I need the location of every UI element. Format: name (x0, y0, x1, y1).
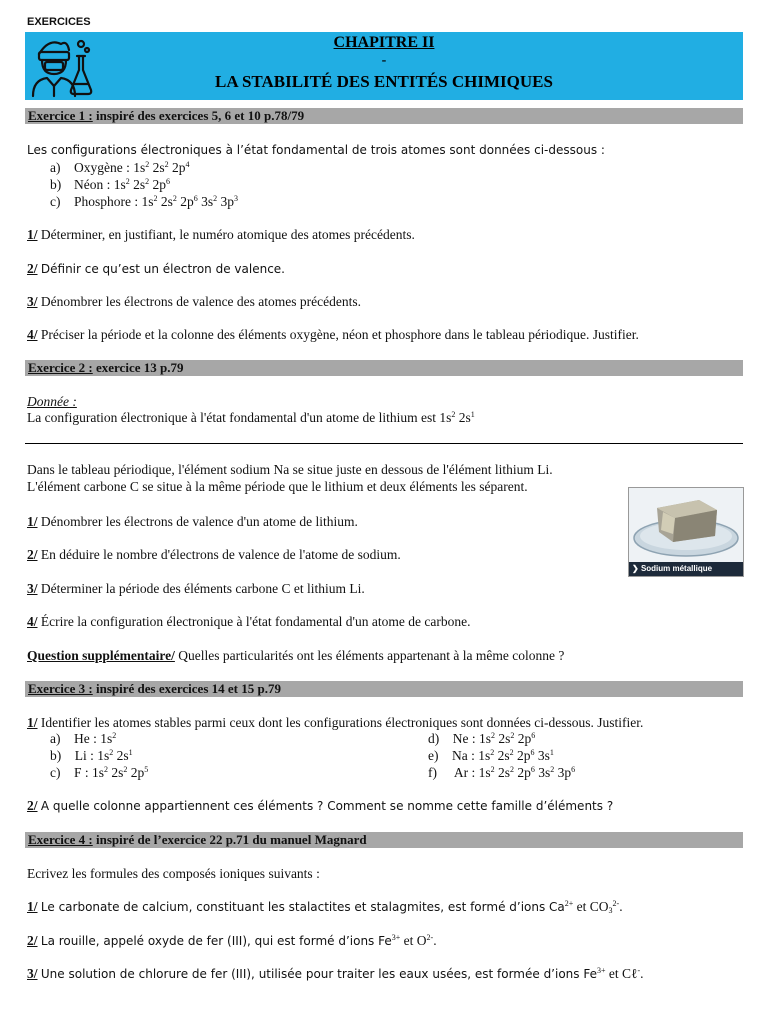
sodium-photo (628, 487, 744, 577)
ex2-question-2: 2/ En déduire le nombre d'électrons de valence de l'atome de sodium. (27, 547, 401, 562)
exercise-1-intro: Les configurations électroniques à l’état fondamental de trois atomes sont données ci-dessous : (27, 143, 605, 157)
ex2-intro-1: Dans le tableau périodique, l'élément sodium Na se situe juste en dessous de l'élément lithium Li. (27, 462, 553, 477)
config-oxygen: Oxygène : $1s^2$ $2s^2$ $2p^4$ (74, 160, 190, 175)
ex4-question-2: 2/ La rouille, appelé oxyde de fer (III), qui est formé d’ions $Fe^{3+}$ et $O^{2-}$. (27, 933, 437, 948)
exercise-1-header (25, 108, 743, 124)
exercise-3-header (25, 681, 743, 697)
config-na: e) Na : $1s^2$ $2s^2$ $2p^6$ $3s^1$ (428, 748, 554, 763)
exercise-4-label: Exercice 4 : (28, 832, 93, 847)
ex4-intro: Ecrivez les formules des composés ioniques suivants : (27, 866, 320, 881)
exercise-4-header (25, 832, 743, 848)
chapter-dash: - (381, 53, 387, 68)
divider (25, 443, 743, 444)
item-label: a) (50, 160, 61, 175)
exercise-2-source: exercice 13 p.79 (95, 360, 184, 375)
ex2-question-3: 3/ Déterminer la période des éléments carbone C et lithium Li. (27, 581, 365, 596)
ex1-question-2: 2/ Définir ce qu’est un électron de valence. (27, 261, 285, 276)
exercise-1-source: inspiré des exercices 5, 6 et 10 p.78/79 (95, 108, 305, 123)
ex1-question-4: 4/ Préciser la période et la colonne des éléments oxygène, néon et phosphore dans le tableau périodique. Justifier. (27, 327, 639, 342)
exercise-3-label: Exercice 3 : (28, 681, 93, 696)
ex4-question-1: 1/ Le carbonate de calcium, constituant les stalactites et stalagmites, est formé d’ions $Ca^{2+}$ et $CO_3^{2-}$. (27, 899, 623, 915)
exercise-3-source: inspiré des exercices 14 et 15 p.79 (95, 681, 281, 696)
header-tag: EXERCICES (27, 16, 91, 28)
ex2-question-4: 4/ Écrire la configuration électronique à l'état fondamental d'un atome de carbone. (27, 614, 471, 629)
exercise-2-header (25, 360, 743, 376)
chapter-banner (25, 32, 743, 100)
config-phosphorus: Phosphore : $1s^2$ $2s^2$ $2p^6$ $3s^2$ $3p^3$ (74, 194, 239, 209)
ex4-question-3: 3/ Une solution de chlorure de fer (III), utilisée pour traiter les eaux usées, est formée d’ions $Fe^{3+}$ et Cℓ-. (27, 966, 644, 981)
ex1-question-1: 1/ Déterminer, en justifiant, le numéro atomique des atomes précédents. (27, 227, 415, 242)
ex2-question-supp: Question supplémentaire/ Quelles particularités ont les éléments appartenant à la même colonne ? (27, 648, 565, 663)
config-li: b) Li : $1s^2$ $2s^1$ (50, 748, 133, 763)
config-f: c) F : $1s^2$ $2s^2$ $2p^5$ (50, 765, 149, 780)
exercise-4-source: inspiré de l’exercice 22 p.71 du manuel Magnard (95, 832, 367, 847)
item-label: c) (50, 194, 61, 209)
exercise-1-label: Exercice 1 : (28, 108, 93, 123)
ex3-question-1: 1/ Identifier les atomes stables parmi ceux dont les configurations électroniques sont données ci-dessous. Justifier. (27, 715, 644, 730)
ex1-question-3: 3/ Dénombrer les électrons de valence des atomes précédents. (27, 294, 362, 309)
ex2-donnee-label: Donnée : (27, 394, 77, 409)
item-label: b) (50, 177, 62, 192)
chapter-title: LA STABILITÉ DES ENTITÉS CHIMIQUES (215, 72, 553, 91)
config-ar: f) Ar : $1s^2$ $2s^2$ $2p^6$ $3s^2$ $3p^6$ (428, 765, 576, 780)
ex3-question-2: 2/ A quelle colonne appartiennent ces éléments ? Comment se nomme cette famille d’éléments ? (27, 798, 614, 813)
chapter-number: CHAPITRE II (333, 34, 435, 51)
exercise-2-label: Exercice 2 : (28, 360, 93, 375)
config-he: a) He : $1s^2$ (50, 731, 117, 746)
ex2-donnee-text: La configuration électronique à l'état fondamental d'un atome de lithium est $1s^2$ $2s^1$ (27, 410, 475, 425)
photo-caption: ❯ Sodium métallique (629, 562, 743, 576)
ex2-question-1: 1/ Dénombrer les électrons de valence d'un atome de lithium. (27, 514, 358, 529)
ex2-intro-2: L'élément carbone C se situe à la même période que le lithium et deux éléments les séparent. (27, 479, 528, 494)
config-neon: Néon : $1s^2$ $2s^2$ $2p^6$ (74, 177, 171, 192)
config-ne: d) Ne : $1s^2$ $2s^2$ $2p^6$ (428, 731, 536, 746)
sodium-image (629, 488, 743, 562)
